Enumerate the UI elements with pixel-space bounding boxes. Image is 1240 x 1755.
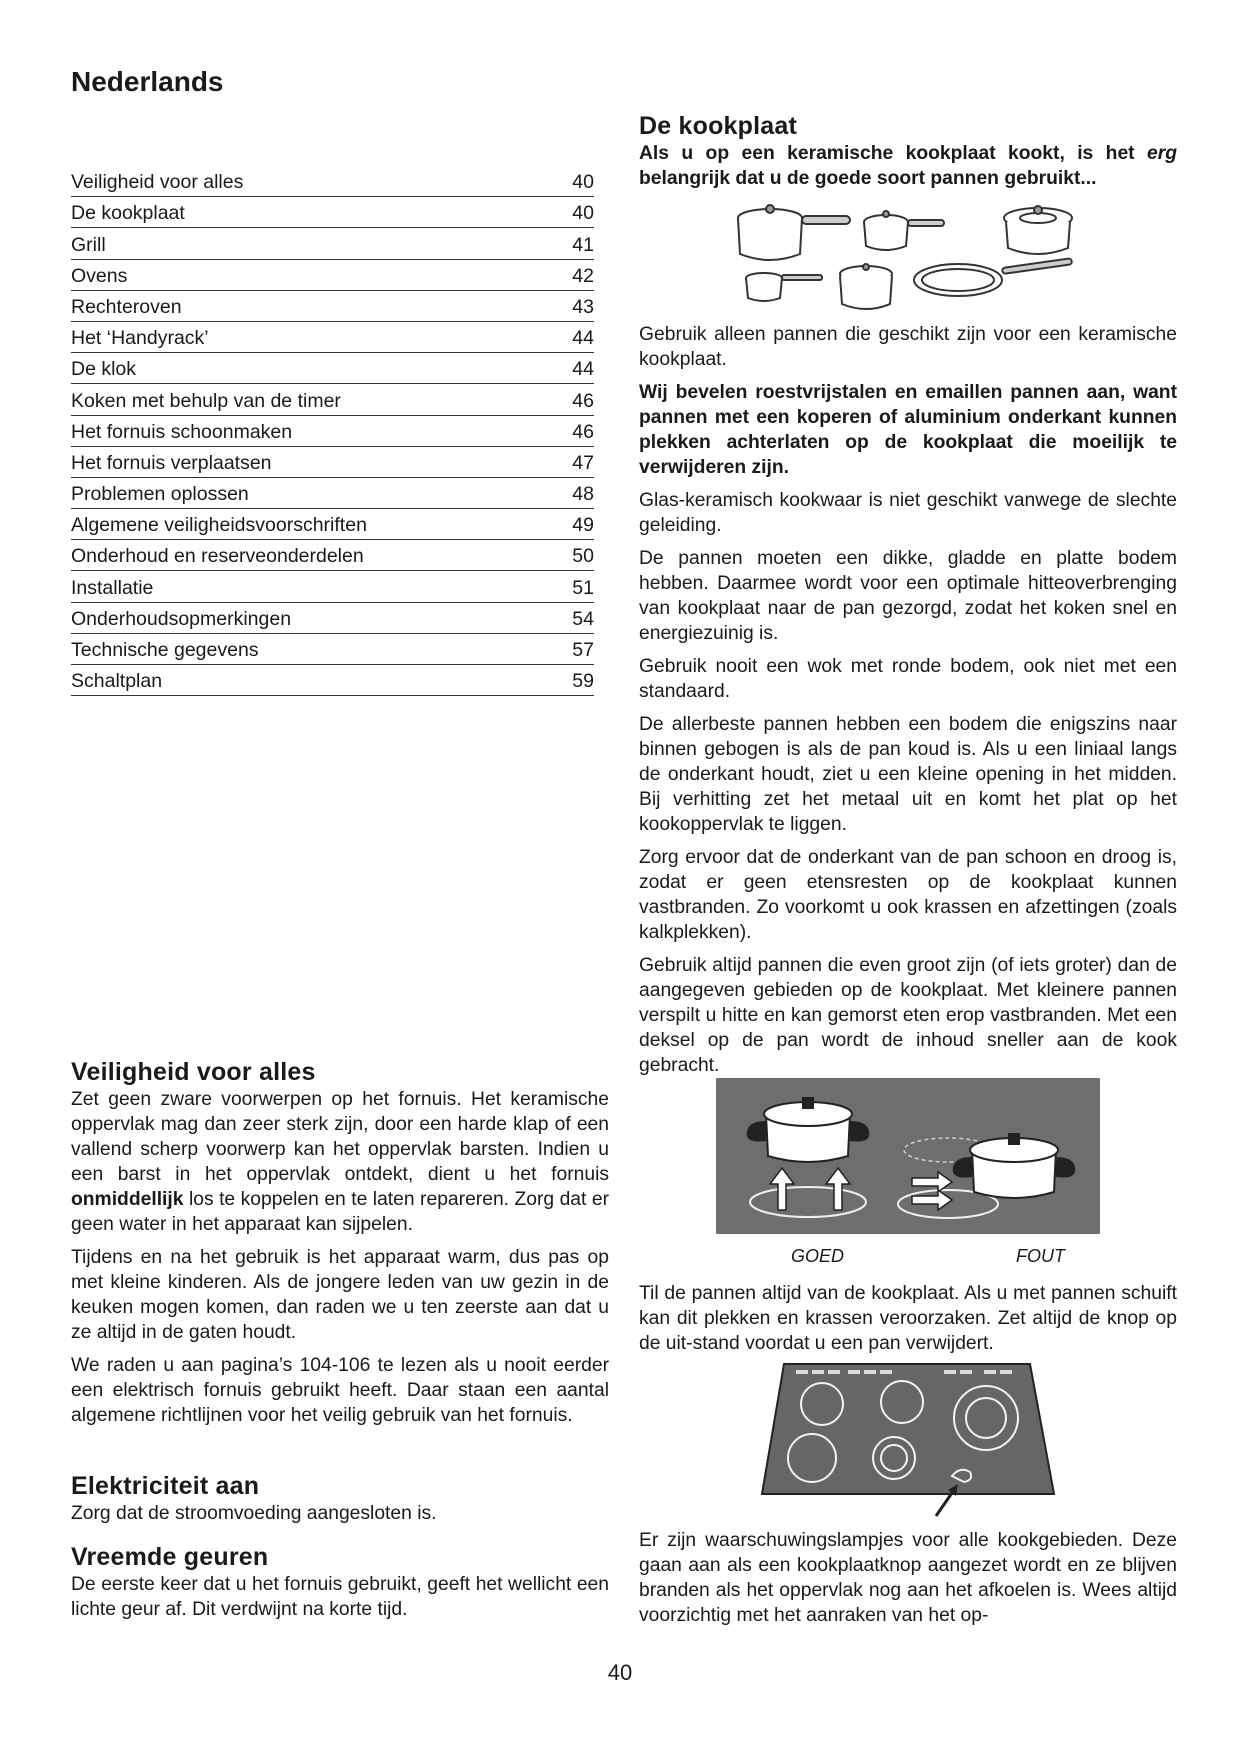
hob-paragraph-5: Gebruik nooit een wok met ronde bodem, ook niet met een standaard. (639, 656, 1177, 702)
toc-entry-title: De klok (71, 358, 137, 381)
toc-entry (71, 665, 594, 696)
hob-paragraph-4: De pannen moeten een dikke, gladde en platte bodem hebben. Daarmee wordt voor een optimale hitteoverbrenging van kookplaat naar de pan gezorgd, zodat het koken snel en energiezuinig is. (639, 548, 1177, 644)
toc-entry-page: 41 (572, 233, 594, 256)
toc-entry-page: 44 (572, 327, 594, 350)
hob-header (639, 112, 1177, 191)
toc-entry (71, 166, 594, 197)
toc-entry-title: Onderhoudsopmerkingen (71, 607, 292, 630)
toc-entry-title: Schaltplan (71, 670, 163, 693)
toc-entry (71, 634, 594, 665)
toc-entry-title: Veiligheid voor alles (71, 171, 244, 194)
hob-text-block (639, 322, 1177, 1078)
safety-heading: Veiligheid voor alles (71, 1058, 316, 1086)
toc-entry (71, 571, 594, 602)
hob-paragraph-1: Gebruik alleen pannen die geschikt zijn voor een keramische kookplaat. (639, 324, 1177, 370)
safety-section (71, 1058, 609, 1428)
toc-entry-page: 50 (572, 545, 594, 568)
toc-entry (71, 447, 594, 478)
toc-entry-title: Problemen oplossen (71, 483, 249, 506)
toc-entry-page: 47 (572, 451, 594, 474)
toc-entry-page: 46 (572, 420, 594, 443)
toc-entry-title: De kookplaat (71, 202, 185, 225)
toc-entry (71, 416, 594, 447)
toc-entry (71, 197, 594, 228)
table-of-contents (71, 166, 594, 696)
toc-entry-page: 57 (572, 639, 594, 661)
hob-paragraph-2: Wij bevelen roestvrijstalen en emaillen pannen aan, want pannen met een koperen of aluminium onderkant kunnen plekken achterlaten op de kookplaat die moeilijk te verwijderen zijn. (639, 382, 1177, 478)
toc-entry-page: 40 (572, 171, 594, 194)
toc-entry-page: 51 (572, 576, 594, 599)
hob-paragraph-7: Zorg ervoor dat de onderkant van de pan schoon en droog is, zodat er geen etensresten op de kookplaat kunnen vastbranden. Zo voorkomt u ook krassen en afzettingen (zoals kalkplekken). (639, 847, 1177, 943)
electricity-text: Zorg dat de stroomvoeding aangesloten is. (71, 1503, 437, 1524)
caption-good: GOED (791, 1246, 845, 1266)
smells-section (71, 1543, 609, 1622)
hob-lift-text (639, 1281, 1177, 1356)
toc-entry (71, 291, 594, 322)
smells-text: De eerste keer dat u het fornuis gebruikt, geeft het wellicht een lichte geur af. Dit verdwijnt na korte tijd. (71, 1574, 609, 1620)
toc-entry (71, 540, 594, 571)
pans-illustration (726, 196, 1086, 314)
hob-paragraph-10: Er zijn waarschuwingslampjes voor alle kookgebieden. Deze gaan aan als een kookplaatknop aangezet wordt en ze blijven branden als het oppervlak nog aan het afkoelen is. Wees altijd voorzichtig met het aanraken van het op- (639, 1530, 1177, 1626)
toc-entry-title: Koken met behulp van de timer (71, 389, 341, 412)
lift-pan-illustration (716, 1078, 1100, 1234)
toc-entry-title: Het fornuis verplaatsen (71, 451, 272, 474)
toc-entry-title: Het ‘Handyrack’ (71, 327, 209, 350)
toc-entry (71, 478, 594, 509)
hob-paragraph-8: Gebruik altijd pannen die even groot zijn (of iets groter) dan de aangegeven gebieden op de kookplaat. Met kleinere pannen verspilt u hitte en kan gemorst eten erop vastbranden. Met een deksel op de pan wordt de inhoud sneller aan de kook gebracht. (639, 955, 1177, 1076)
hob-paragraph-6: De allerbeste pannen hebben een bodem die enigszins naar binnen gebogen is als de pan koud is. Als u een liniaal langs de onderkant houdt, ziet u een kleine opening in het midden. Bij verhitting zet het metaal uit en komt het plat op het kookoppervlak te liggen. (639, 714, 1177, 835)
language-heading: Nederlands (71, 66, 224, 97)
electricity-section (71, 1472, 609, 1526)
hob-heading: De kookplaat (639, 112, 798, 140)
hob-paragraph-3: Glas-keramisch kookwaar is niet geschikt vanwege de slechte geleiding. (639, 490, 1177, 536)
toc-entry-page: 40 (572, 202, 594, 225)
toc-entry-page: 54 (572, 607, 594, 630)
electricity-heading: Elektriciteit aan (71, 1472, 260, 1500)
hob-warning-text (639, 1528, 1177, 1628)
hob-intro: Als u op een keramische kookplaat kookt, is het erg belangrijk dat u de goede soort pannen gebruikt... (639, 143, 1177, 189)
toc-entry (71, 322, 594, 353)
toc-entry-title: Ovens (71, 264, 128, 287)
caption-bad: FOUT (1016, 1246, 1065, 1266)
smells-heading: Vreemde geuren (71, 1543, 269, 1571)
toc-entry-page: 48 (572, 483, 594, 506)
toc-entry (71, 228, 594, 259)
toc-entry (71, 353, 594, 384)
toc-entry-title: Grill (71, 233, 106, 256)
cooktop-illustration (760, 1362, 1056, 1520)
toc-entry-page: 49 (572, 514, 594, 537)
toc-entry-title: Het fornuis schoonmaken (71, 420, 293, 443)
toc-entry-title: Technische gegevens (71, 639, 259, 661)
toc-entry-title: Rechteroven (71, 295, 182, 318)
toc-entry (71, 509, 594, 540)
safety-paragraph-2: Tijdens en na het gebruik is het apparaat warm, dus pas op met kleine kinderen. Als de jongere leden van uw gezin in de keuken mogen komen, dan raden we u ten zeerste aan dat u ze altijd in de gaten houdt. (71, 1247, 609, 1343)
page-number: 40 (607, 1660, 633, 1685)
toc-entry-page: 46 (572, 389, 594, 412)
hob-paragraph-9: Til de pannen altijd van de kookplaat. Als u met pannen schuift kan dit plekken en krassen veroorzaken. Zet altijd de knop op de uit-stand voordat u een pan verwijdert. (639, 1283, 1177, 1354)
toc-entry-page: 59 (572, 670, 594, 693)
toc-entry-title: Installatie (71, 576, 154, 599)
toc-entry (71, 603, 594, 634)
toc-entry (71, 260, 594, 291)
safety-paragraph-3: We raden u aan pagina’s 104-106 te lezen als u nooit eerder een elektrisch fornuis gebruikt heeft. Daar staan een aantal algemene richtlijnen voor het veilig gebruik van het fornuis. (71, 1355, 609, 1426)
toc-entry-page: 43 (572, 295, 594, 318)
toc-entry-page: 44 (572, 358, 594, 381)
toc-entry-page: 42 (572, 264, 594, 287)
toc-entry-title: Onderhoud en reserveonderdelen (71, 545, 364, 568)
toc-entry (71, 384, 594, 415)
toc-entry-title: Algemene veiligheidsvoorschriften (71, 514, 367, 537)
safety-paragraph-1: Zet geen zware voorwerpen op het fornuis. Het keramische oppervlak mag dan zeer sterk zijn, door een harde klap of een vallend scherp voorwerp kan het oppervlak barsten. Indien u een barst in het oppervlak ontdekt, dient u het fornuis onmiddellijk los te koppelen en te laten repareren. Zorg dat er geen water in het apparaat kan sijpelen. (71, 1089, 609, 1235)
